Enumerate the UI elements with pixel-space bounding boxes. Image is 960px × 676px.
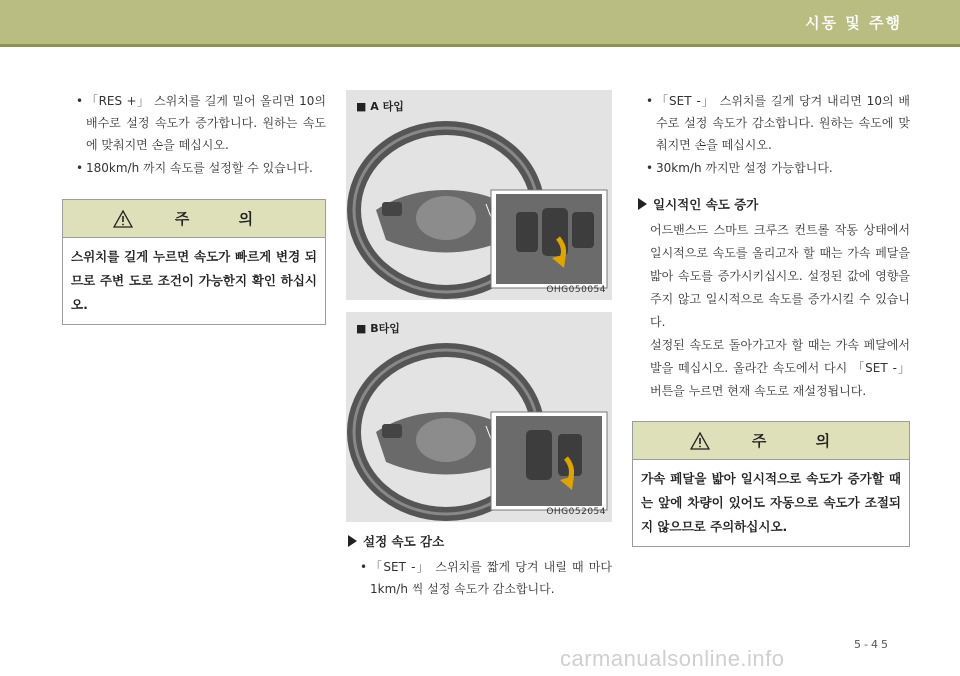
caution-header <box>633 422 909 460</box>
photo-a-code: OHG050054 <box>546 285 606 295</box>
left-bullet-2: • 180km/h 까지 속도를 설정할 수 있습니다. <box>62 157 326 179</box>
right-caution-box <box>632 421 910 547</box>
caution-title: 주 의 <box>174 210 276 228</box>
caution-header <box>63 200 325 238</box>
page-number: 5-45 <box>854 638 891 651</box>
speed-decrease-heading <box>346 532 612 550</box>
header-divider <box>0 44 960 47</box>
header-band <box>0 0 960 44</box>
caution-body: 가속 페달을 밟아 일시적으로 속도가 증가할 때는 앞에 차량이 있어도 자동으로 속도가 조절되지 않으므로 주의하십시오. <box>633 460 909 546</box>
speed-decrease-heading-text: 설정 속도 감소 <box>363 534 445 549</box>
steering-wheel-photo-a <box>346 90 612 300</box>
right-bullet-2: • 30km/h 까지만 설정 가능합니다. <box>632 157 910 179</box>
triangle-bullet-icon <box>348 535 357 547</box>
watermark-text: carmanualsonline.info <box>560 646 785 671</box>
temporary-speed-paragraph-2: 설정된 속도로 돌아가고자 할 때는 가속 페달에서 발을 떼십시오. 올라간 속도에서 다시 「SET -」 버튼을 누르면 현재 속도로 재설정됩니다. <box>650 338 910 398</box>
warning-triangle-icon <box>113 210 133 228</box>
photo-b-label: ■ B타입 <box>356 322 400 335</box>
steering-wheel-illustration <box>346 312 612 522</box>
temporary-speed-paragraph-1: 어드밴스드 스마트 크루즈 컨트롤 작동 상태에서 일시적으로 속도를 올리고자 할 때는 가속 페달을 밟아 속도를 증가시키십시오. 설정된 값에 영향을 주지 않고 일시적으로 속도를 증가시킬 수 있습니다. <box>650 223 910 329</box>
photo-a-label: ■ A 타입 <box>356 100 404 113</box>
temporary-speed-increase-heading-text: 일시적인 속도 증가 <box>653 197 759 212</box>
left-caution-box <box>62 199 326 325</box>
right-bullet-list <box>632 90 910 179</box>
middle-bullet-1: • 「SET -」 스위치를 짧게 당겨 내릴 때 마다 1km/h 씩 설정 속도가 감소합니다. <box>346 556 612 600</box>
left-bullet-list <box>62 90 326 179</box>
triangle-bullet-icon <box>638 198 647 210</box>
right-column <box>632 90 910 547</box>
temporary-speed-increase-heading <box>632 195 910 213</box>
caution-body: 스위치를 길게 누르면 속도가 빠르게 변경 되므로 주변 도로 조건이 가능한지 확인 하십시오. <box>63 238 325 324</box>
photo-b-code: OHG052054 <box>546 507 606 517</box>
right-bullet-1: • 「SET -」 스위치를 길게 당겨 내리면 10의 배수로 설정 속도가 감소합니다. 원하는 속도에 맞춰지면 손을 떼십시오. <box>632 90 910 156</box>
left-bullet-1: • 「RES +」 스위치를 길게 밀어 올리면 10의 배수로 설정 속도가 증가합니다. 원하는 속도에 맞춰지면 손을 떼십시오. <box>62 90 326 156</box>
left-column <box>62 90 326 325</box>
middle-column <box>346 90 612 601</box>
steering-wheel-illustration <box>346 90 612 300</box>
warning-triangle-icon <box>690 432 710 450</box>
section-title: 시동 및 주행 <box>805 14 902 32</box>
caution-title: 주 의 <box>751 432 853 450</box>
steering-wheel-photo-b <box>346 312 612 522</box>
middle-bullet-list <box>346 556 612 600</box>
